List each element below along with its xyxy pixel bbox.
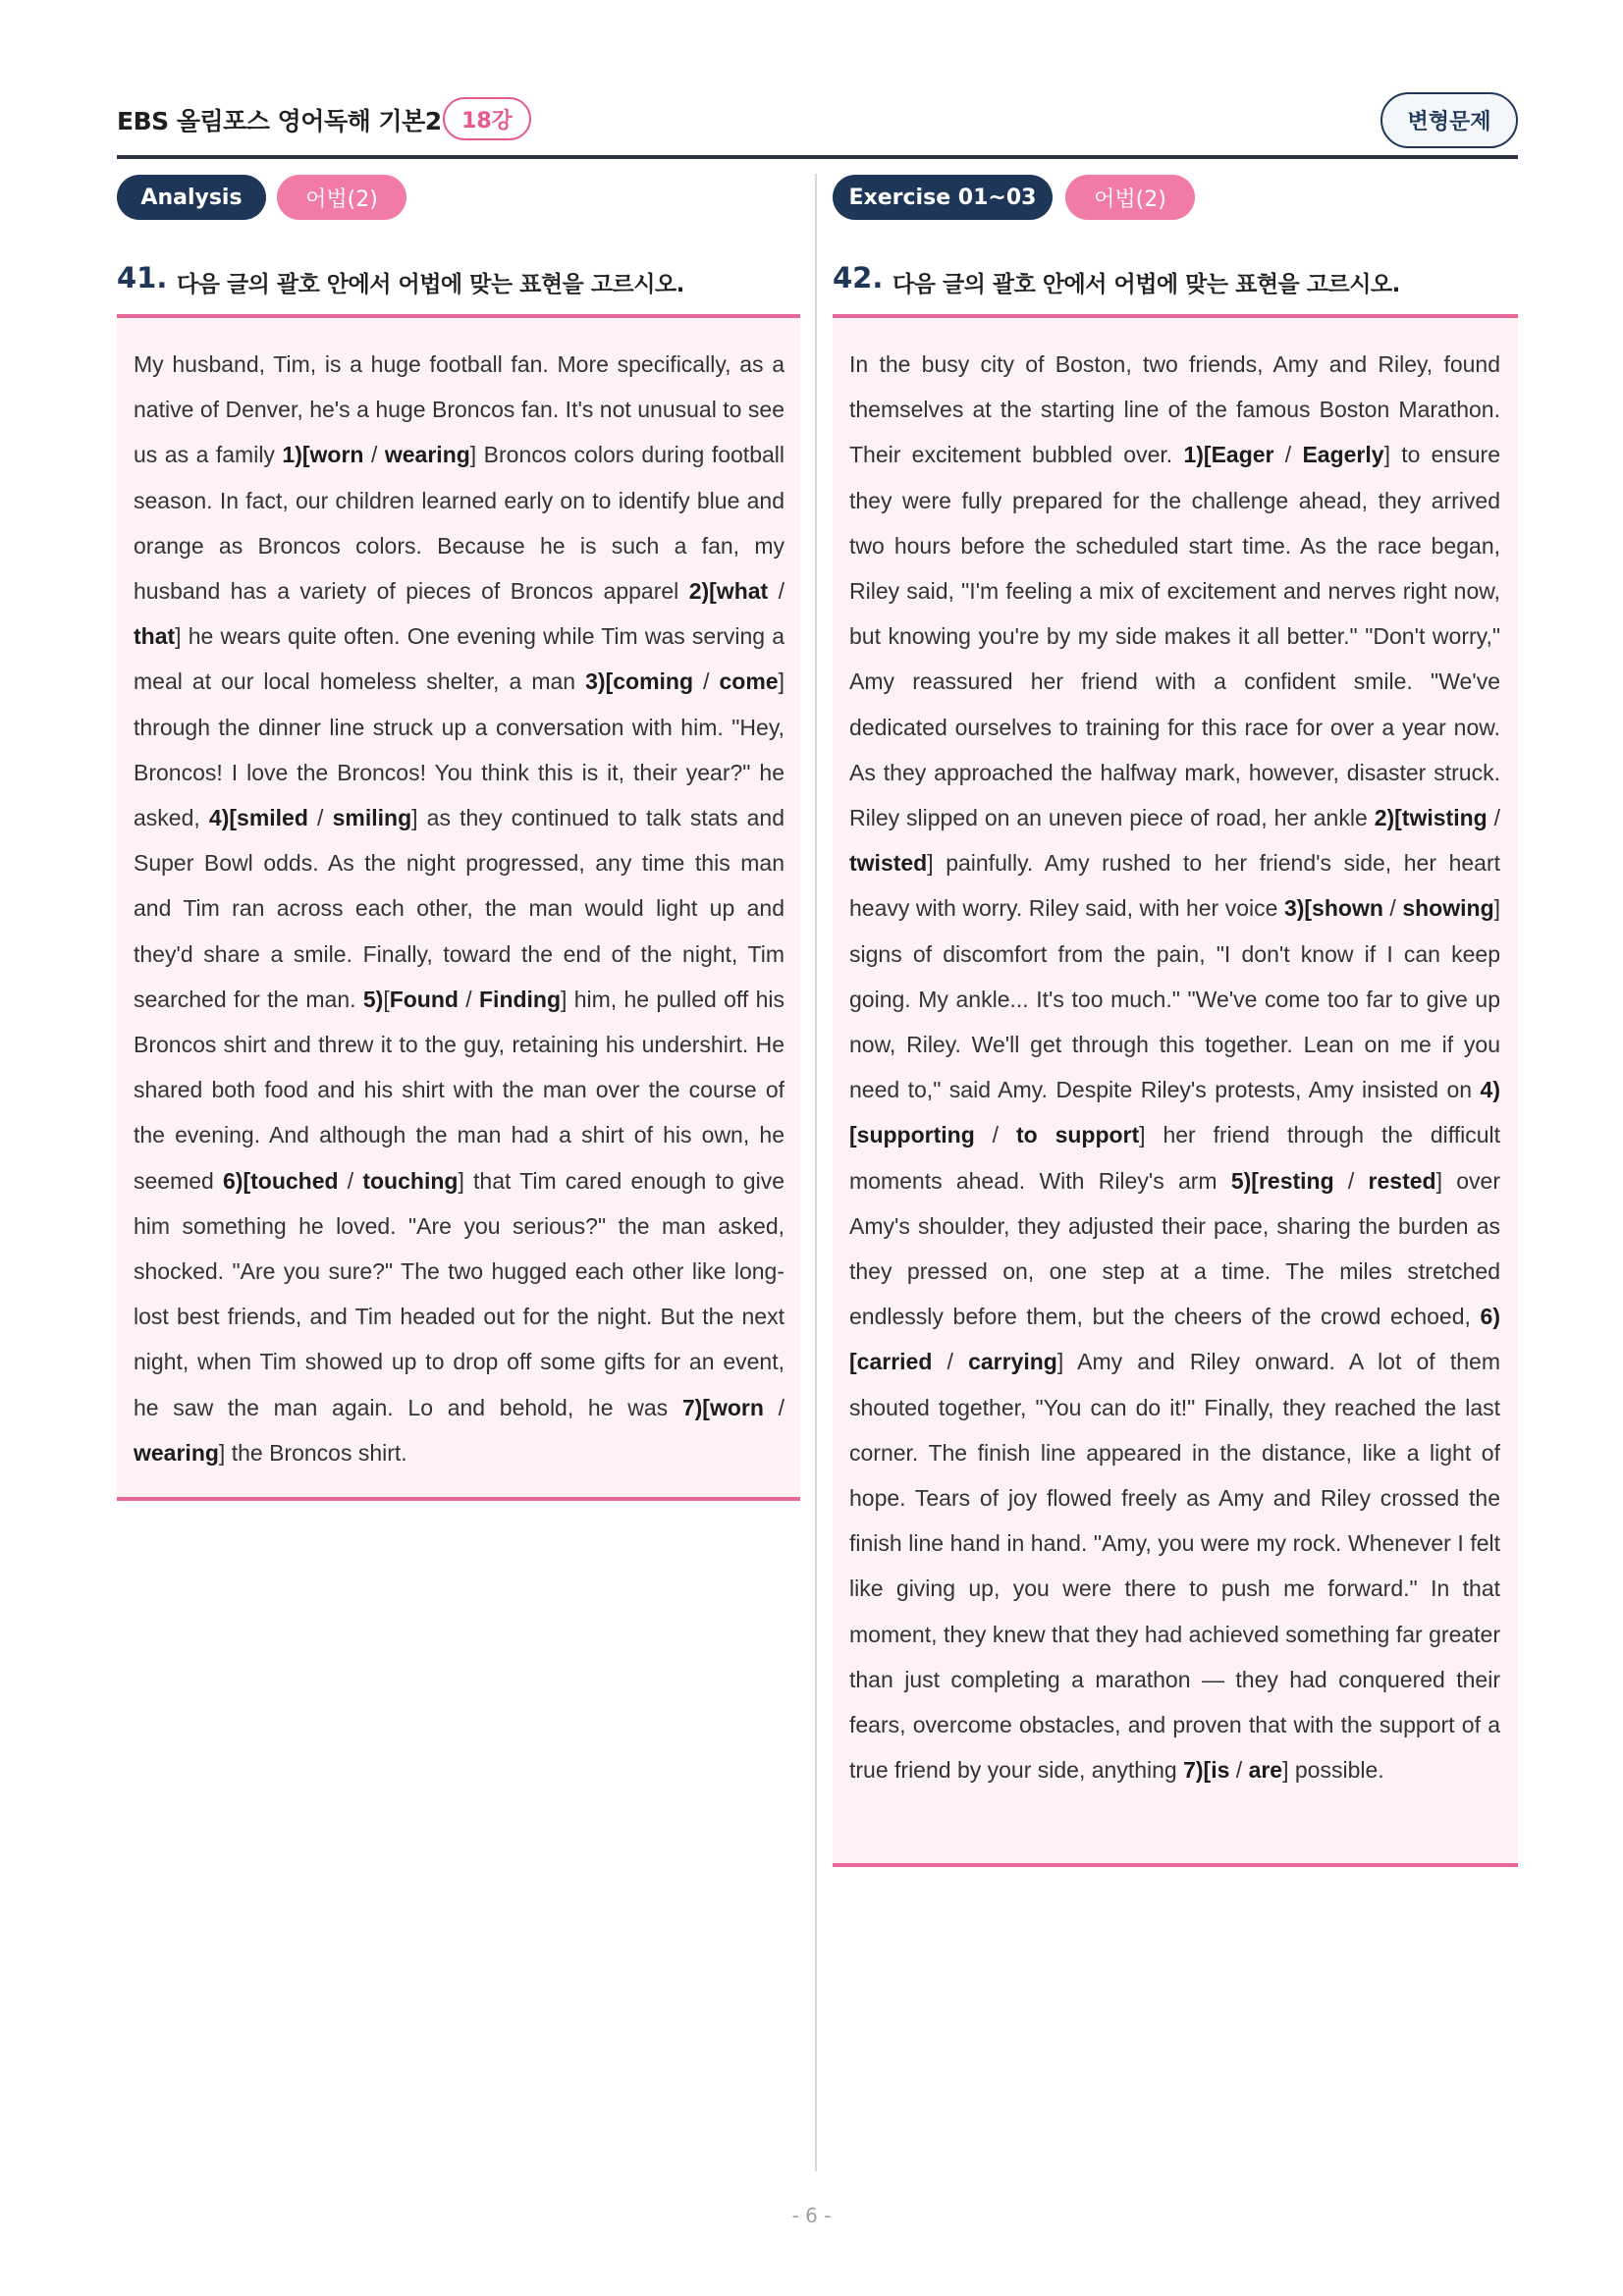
grammar-choice: to support [1015, 1122, 1140, 1148]
grammar-choice: 5)[resting [1230, 1167, 1334, 1194]
passage-text: / [1382, 895, 1403, 922]
grammar-choice: 5) [362, 986, 384, 1012]
grammar-choice: 7)[worn [681, 1394, 764, 1420]
analysis-tag: Analysis [117, 175, 266, 220]
question-type-badge: 변형문제 [1380, 92, 1518, 148]
document-title: EBS 올림포스 영어독해 기본2 [117, 107, 442, 135]
page-number: - 6 - [791, 2204, 832, 2227]
grammar-choice: touching [362, 1167, 459, 1194]
grammar-choice: 4)[smiled [208, 805, 308, 831]
passage-text: ] him, he pulled off his Broncos shirt and threw it to the guy, retaining his undershirt. He shared both food and his shirt with the man over the course of the evening. And although the man had a shirt of his own, he seemed [134, 986, 785, 1194]
grammar-choice: showing [1402, 895, 1494, 922]
header-divider [117, 155, 1518, 159]
passage-text: In the busy city of Boston, two friends, Amy and Riley, found themselves at the starting line of the famous Boston Marathon. Their excitement bubbled over. [849, 351, 1500, 468]
passage-text: / [1273, 442, 1303, 468]
grammar-choice: rested [1368, 1167, 1436, 1194]
grammar-tag-right: 어법(2) [1065, 175, 1195, 220]
grammar-choice: carrying [968, 1349, 1057, 1375]
grammar-tag-left: 어법(2) [277, 175, 406, 220]
passage-text: ] Broncos colors during football season. In fact, our children learned early on to identify blue and orange as Broncos colors. Because he is such a fan, my husband has a variety of pieces of Broncos apparel [134, 442, 785, 605]
passage-text: / [363, 442, 385, 468]
grammar-choice: come [719, 668, 779, 695]
lesson-badge: 18강 [443, 97, 531, 140]
question-number-42: 42. [833, 261, 884, 294]
passage-text: ] the Broncos shirt. [218, 1439, 407, 1466]
grammar-choice: smiling [332, 805, 412, 831]
grammar-choice: 3)[shown [1283, 895, 1383, 922]
passage-text: My husband, Tim, is a huge football fan. More specifically, as a native of Denver, he's a huge Broncos fan. It's not unusual to see us as a family [134, 351, 784, 468]
passage-text: / [763, 1394, 785, 1420]
passage-text: / [974, 1122, 1016, 1148]
grammar-choice: 7)[is [1183, 1757, 1230, 1784]
passage-text: ] signs of discomfort from the pain, "I don't know if I can keep going. My ankle... It's too much." "We've come too far to give up now, Riley. We'll get through this together. Lean on me if you need to," said Amy. Despite Riley's protests, Amy insisted on [849, 895, 1501, 1103]
question-instruction-42: 다음 글의 괄호 안에서 어법에 맞는 표현을 고르시오. [893, 272, 1400, 297]
passage-text: ] he wears quite often. One evening while Tim was serving a meal at our local homeless shelter, a man [134, 623, 784, 695]
passage-42 [849, 342, 1500, 1793]
grammar-choice: Finding [479, 986, 562, 1012]
exercise-tag: Exercise 01~03 [833, 175, 1053, 220]
grammar-choice: wearing [384, 442, 470, 468]
grammar-choice: twisted [849, 850, 928, 877]
grammar-choice: wearing [134, 1439, 219, 1466]
passage-text: ] to ensure they were fully prepared for the challenge ahead, they arrived two hours before the scheduled start time. As the race began, Riley said, "I'm feeling a mix of excitement and nerves right now, but knowing you're by my side makes it all better." "Don't worry," Amy reassured her friend with a confident smile. "We've dedicated ourselves to training for this race for over a year now. As they approached the halfway mark, however, disaster struck. Riley slipped on an uneven piece of road, her ankle [849, 442, 1501, 831]
passage-text: / [1333, 1167, 1369, 1194]
passage-text: ] over Amy's shoulder, they adjusted their pace, sharing the burden as they pressed on, one step at a time. The miles stretched endlessly before them, but the cheers of the crowd echoed, [849, 1167, 1500, 1330]
question-instruction-41: 다음 글의 괄호 안에서 어법에 맞는 표현을 고르시오. [177, 272, 684, 297]
passage-text: ] through the dinner line struck up a conversation with him. "Hey, Broncos! I love the Broncos! You think this is it, their year?" he asked, [134, 668, 784, 831]
passage-text: ] as they continued to talk stats and Super Bowl odds. As the night progressed, any time this man and Tim ran across each other, the man would light up and they'd share a smile. Finally, toward the end of the night, Tim searched for the man. [134, 805, 785, 1012]
grammar-choice: 2)[twisting [1374, 805, 1488, 831]
grammar-choice: 1)[worn [282, 442, 364, 468]
column-divider [815, 174, 817, 2171]
grammar-choice: 2)[what [688, 578, 769, 605]
passage-text: ] her friend through the difficult moments ahead. With Riley's arm [849, 1122, 1501, 1194]
passage-text: ] Amy and Riley onward. A lot of them shouted together, "You can do it!" Finally, they reached the last corner. The finish line appeared in the distance, like a light of hope. Tears of joy flowed freely as Amy and Riley crossed the finish line hand in hand. "Amy, you were my rock. Whenever I felt like giving up, you were there to push me forward." In that moment, they knew that they had achieved something far greater than just completing a marathon — they had conquered their fears, overcome obstacles, and proven that with the support of a true friend by your side, anything [849, 1349, 1500, 1784]
grammar-choice: are [1248, 1757, 1283, 1784]
passage-text: [ [383, 986, 390, 1012]
passage-text: / [768, 578, 785, 605]
grammar-choice: 6)[touched [223, 1167, 339, 1194]
passage-text: ] possible. [1282, 1757, 1384, 1784]
passage-text: / [307, 805, 333, 831]
passage-text: / [458, 986, 479, 1012]
grammar-choice: Eagerly [1302, 442, 1384, 468]
passage-text: ] painfully. Amy rushed to her friend's side, her heart heavy with worry. Riley said, with her voice [849, 850, 1500, 922]
grammar-choice: 6)[carried [849, 1304, 1500, 1375]
grammar-choice: 3)[coming [585, 668, 694, 695]
passage-text: / [1487, 805, 1501, 831]
grammar-choice: Found [389, 986, 459, 1012]
passage-text: / [932, 1349, 969, 1375]
passage-text: / [693, 668, 720, 695]
grammar-choice: 4)[supporting [849, 1077, 1500, 1148]
passage-text: / [338, 1167, 363, 1194]
passage-41 [134, 342, 784, 1475]
passage-text: ] that Tim cared enough to give him something he loved. "Are you serious?" the man asked, shocked. "Are you sure?" The two hugged each other like long-lost best friends, and Tim headed out for the night. But the next night, when Tim showed up to drop off some gifts for an event, he saw the man again. Lo and behold, he was [134, 1167, 784, 1420]
grammar-choice: 1)[Eager [1183, 442, 1274, 468]
passage-text: / [1229, 1757, 1249, 1784]
question-number-41: 41. [117, 261, 168, 294]
grammar-choice: that [134, 623, 176, 650]
